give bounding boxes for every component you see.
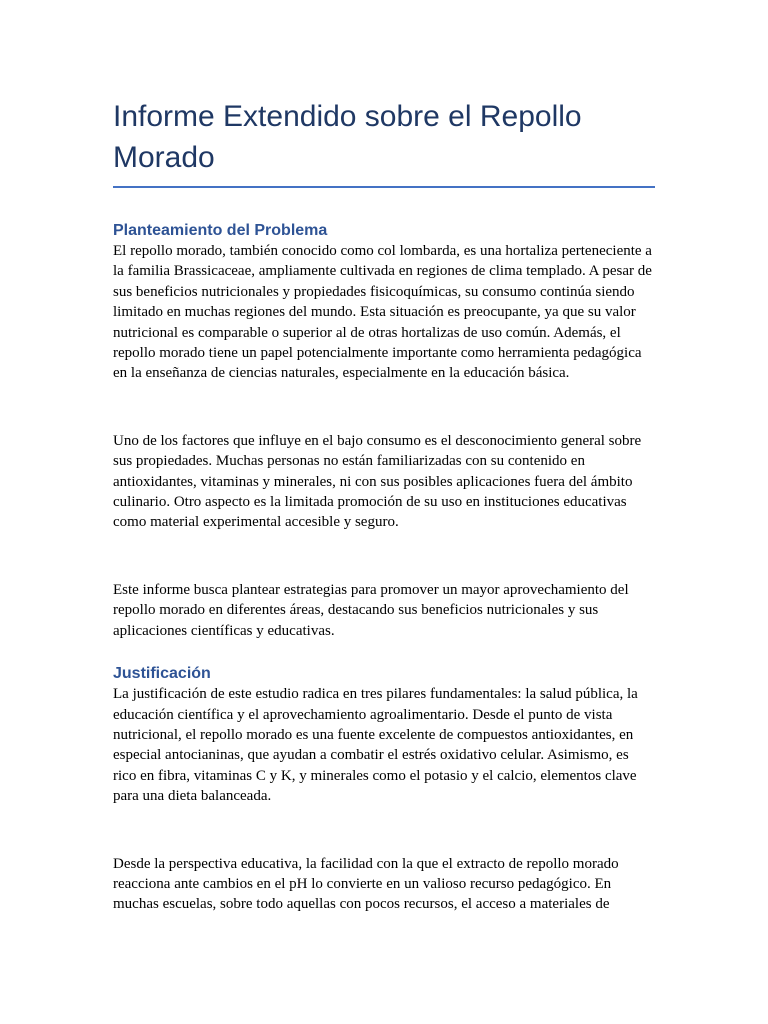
- paragraph: Desde la perspectiva educativa, la facilidad con la que el extracto de repollo morado reacciona ante cambios en el pH lo convierte en un valioso recurso pedagógico. En muchas escuelas, sobre todo aquellas con pocos recursos, el acceso a materiales de: [113, 855, 619, 913]
- section-heading-planteamiento: Planteamiento del Problema: [113, 222, 328, 239]
- paragraph: Uno de los factores que influye en el bajo consumo es el desconocimiento general sobre sus propiedades. Muchas personas no están familiarizadas con su contenido en antioxidantes, vitaminas y minerales, ni con sus posibles aplicaciones fuera del ámbito culinario. Otro aspecto es la limitada promoción de su uso en instituciones educativas como material experimental accesible y seguro.: [113, 432, 642, 531]
- section-heading-justificacion: Justificación: [113, 665, 211, 683]
- document-page: [113, 96, 655, 915]
- paragraph: El repollo morado, también conocido como col lombarda, es una hortaliza perteneciente a la familia Brassicaceae, ampliamente cultivada en regiones de clima templado. A pesar de sus beneficios nutricionales y propiedades fisicoquímicas, su consumo continúa siendo limitado en muchas regiones del mundo. Esta situación es preocupante, ya que su valor nutricional es comparable o superior al de otras hortalizas de uso común. Además, el repollo morado tiene un papel potencialmente importante como herramienta pedagógica en la enseñanza de ciencias naturales, especialmente en la educación básica.: [113, 243, 652, 382]
- paragraph: Este informe busca plantear estrategias para promover un mayor aprovechamiento del repollo morado en diferentes áreas, destacando sus beneficios nutricionales y sus aplicaciones científicas y educativas.: [113, 581, 629, 639]
- document-title: Informe Extendido sobre el Repollo Morado: [113, 96, 655, 188]
- paragraph: La justificación de este estudio radica en tres pilares fundamentales: la salud pública, la educación científica y el aprovechamiento agroalimentario. Desde el punto de vista nutricional, el repollo morado es una fuente excelente de compuestos antioxidantes, en especial antocianinas, que ayudan a combatir el estrés oxidativo celular. Asimismo, es rico en fibra, vitaminas C y K, y minerales como el potasio y el calcio, elementos clave para una dieta balanceada.: [113, 686, 638, 805]
